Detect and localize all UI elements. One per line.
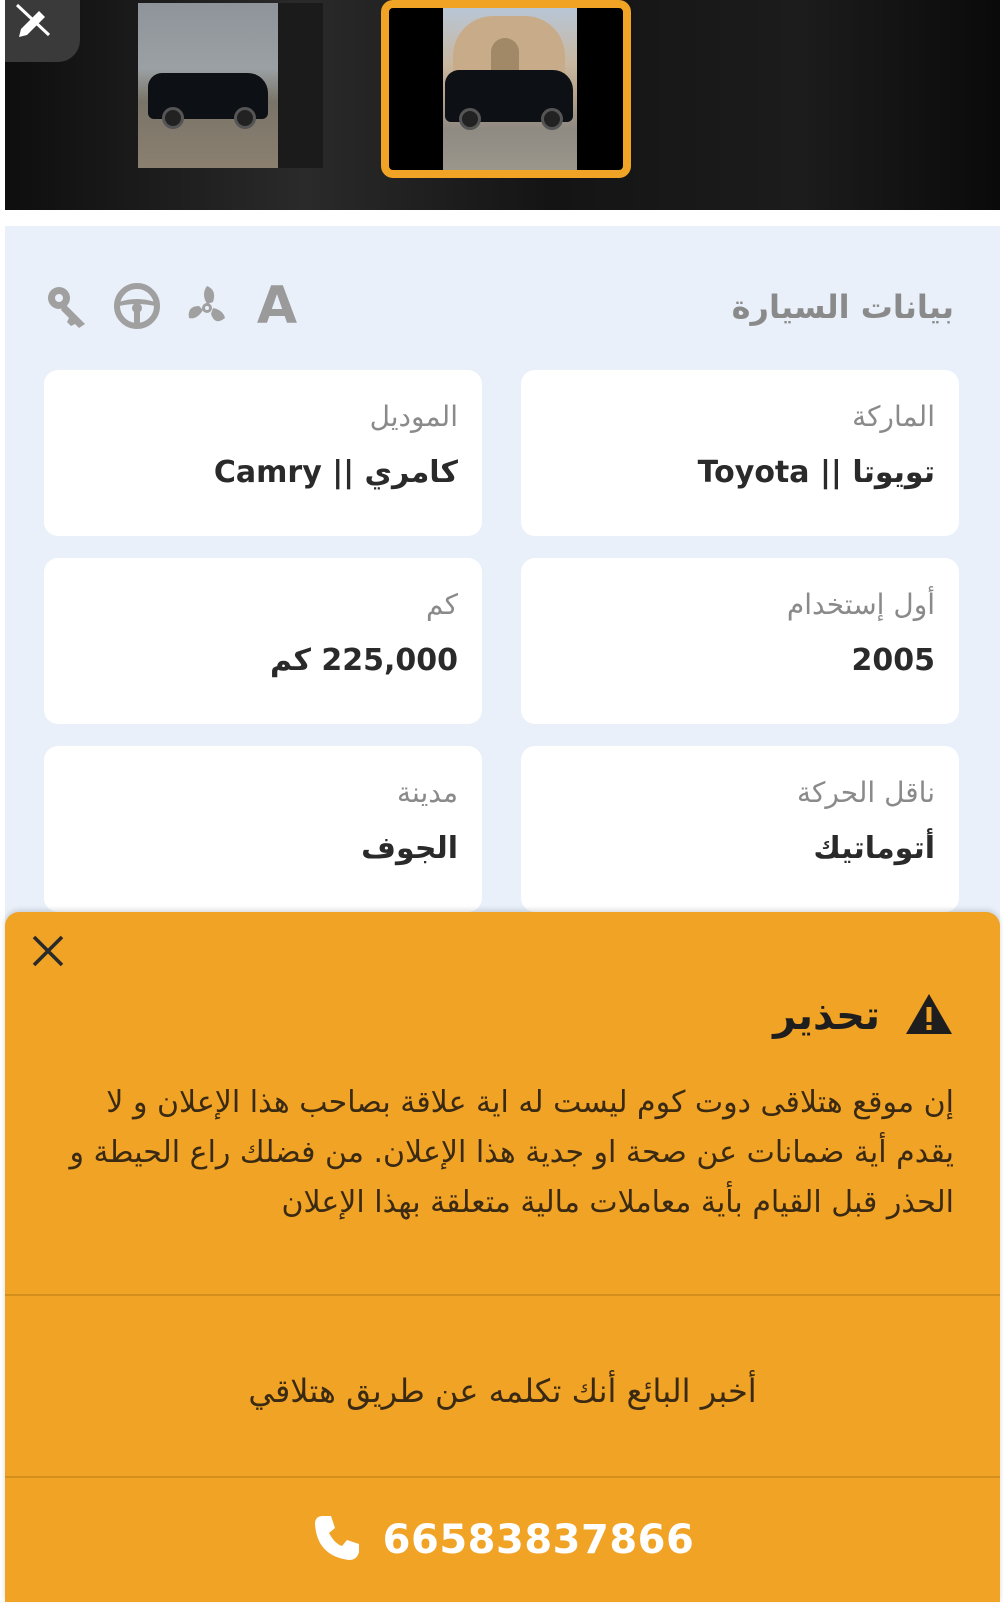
warning-message: إن موقع هتلاقى دوت كوم ليست له اية علاقة بصاحب هذا الإعلان و لا يقدم أية ضمانات عن صحة او جدية هذا الإعلان. من فضلك راع الحيطة و الحذر قبل القيام بأية معاملات مالية متعلقة بهذا الإعلان (69, 1085, 954, 1220)
mileage-value: 225,000 كم (269, 643, 458, 678)
mileage-card (44, 558, 482, 724)
warning-sheet (5, 912, 1000, 1602)
image-gallery (5, 0, 1000, 210)
transmission-card (521, 746, 959, 912)
car-photo-1 (138, 3, 278, 168)
transmission-value: أتوماتيك (813, 831, 935, 866)
first-use-label: أول إستخدام (786, 588, 935, 621)
city-card (44, 746, 482, 912)
divider (5, 1476, 1000, 1478)
call-button[interactable] (5, 1512, 1000, 1568)
warning-title: تحذير (773, 993, 880, 1039)
warning-header (773, 992, 954, 1040)
first-use-card (521, 558, 959, 724)
steering-wheel-icon (113, 280, 161, 332)
section-title: بيانات السيارة (731, 288, 954, 326)
close-icon (30, 933, 66, 973)
phone-number: 66583837866 (382, 1517, 695, 1563)
mileage-label: كم (426, 588, 458, 621)
brand-value: تويوتا || Toyota (697, 455, 935, 490)
tell-seller-text: أخبر البائع أنك تكلمه عن طريق هتلاقي (248, 1372, 757, 1410)
brand-card (521, 370, 959, 536)
brand-label: الماركة (852, 400, 935, 433)
car-thumbnail-1[interactable] (138, 3, 323, 168)
first-use-value: 2005 (851, 643, 935, 678)
city-value: الجوف (361, 831, 458, 866)
car-thumbnail-2[interactable] (381, 0, 631, 178)
key-icon (43, 280, 91, 332)
warning-triangle-icon (904, 992, 954, 1040)
model-label: الموديل (369, 400, 458, 433)
close-button[interactable] (25, 930, 71, 976)
city-label: مدينة (397, 776, 458, 809)
automatic-letter: A (256, 276, 298, 336)
divider (5, 1294, 1000, 1296)
feature-icons (43, 276, 301, 336)
pencil-icon (13, 0, 53, 43)
car-photo-2 (443, 8, 577, 170)
model-card (44, 370, 482, 536)
phone-icon (311, 1512, 363, 1568)
model-value: كامري || Camry (213, 455, 458, 490)
edit-button[interactable] (5, 0, 80, 62)
car-details-section (5, 226, 1000, 926)
transmission-label: ناقل الحركة (797, 776, 935, 809)
ac-fan-icon (183, 280, 231, 332)
automatic-transmission-icon (253, 276, 301, 336)
